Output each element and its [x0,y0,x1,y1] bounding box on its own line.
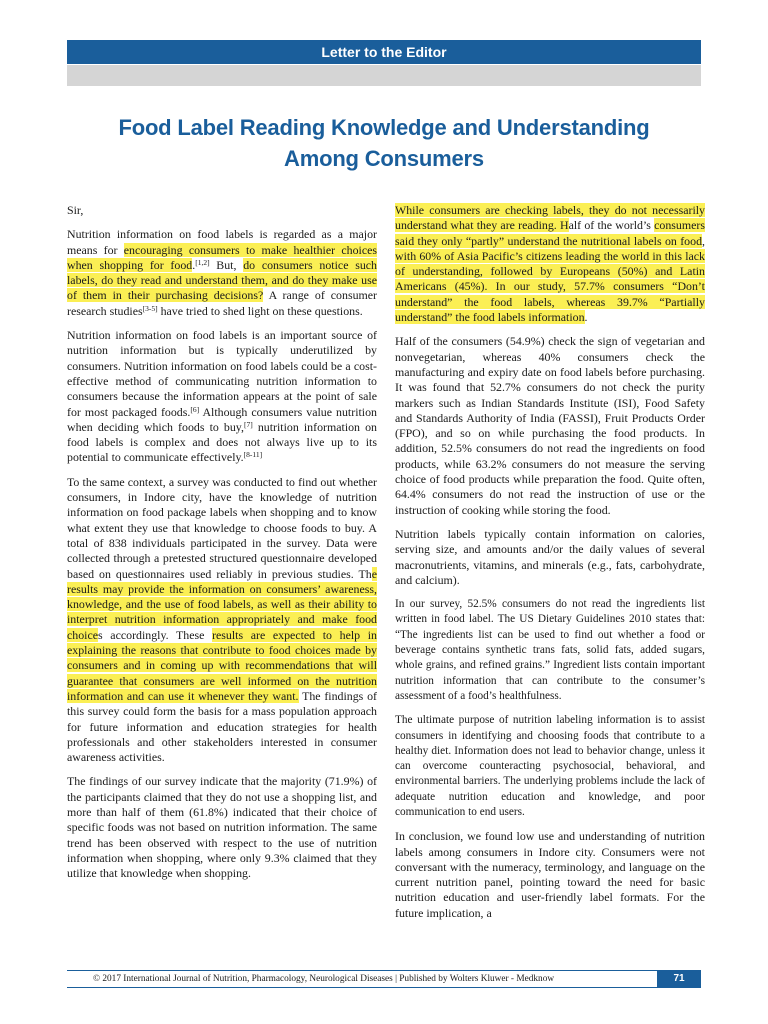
highlighted-text: e results may provide the information on consumers’ awareness, knowledge, and the use of food labels, as well as their ability to interpret nutrition information appropriately and make food choice [67,566,377,642]
citation: [7] [243,419,253,429]
text-run: , [702,233,705,248]
text-run: . [192,257,196,272]
highlighted-text: do consumers notice such labels, do they read and understand them, and do they make use of them in their purchasing decisions? [67,257,377,303]
page-footer [67,970,701,988]
text-run: nutrition information on food labels is complex and does not always live up to its potential to communicate effectively. [67,419,377,465]
right-column [395,203,705,930]
highlighted-text: results are expected to help in explaining the reasons that contribute to food choices made by consumers and in coming up with recommendations that will guarantee that consumers are well informed on the nutrition information and can use it whenever they want. [67,627,377,703]
highlighted-text: consumers said they only “partly” understand the nutritional labels on food [395,218,705,248]
text-run: But, [209,257,244,272]
right-paragraph-3: Nutrition labels typically contain information on calories, serving size, and amounts and/or the daily values of several macronutrients, vitamins, and minerals (e.g., fats, carbohydrate, and calcium). [395,526,705,587]
page-number: 71 [657,971,701,987]
text-run: alf of the world’s [568,218,655,233]
highlighted-text: with 60% of Asia Pacific’s citizens leading the world in this lack of understanding, followed by Europeans (50%) and Latin Americans (45%). In our study, 57.7% consumers “Don’t understand” the food labels, whereas 39.7% “Partially understand” the food labels information [395,248,705,325]
citation: [6] [190,404,200,414]
text-run: Although consumers value nutrition when deciding which foods to buy, [67,404,377,434]
section-banner: Letter to the Editor [67,40,701,64]
text-run: A range of consumer research studies [67,288,377,318]
salutation: Sir, [67,203,84,217]
article-title-line-1: Food Label Reading Knowledge and Understanding [118,115,650,140]
text-run: have tried to shed light on these questions. [157,303,363,318]
left-paragraph-2 [67,328,377,466]
right-paragraph-6: In conclusion, we found low use and understanding of nutrition labels among consumers in Indore city. Consumers were not conversant with the numeracy, terminology, and language on the current nutrition panel, pointing toward the need for basic nutrition education and user-friendly label formats. For the future implication, a [395,829,705,920]
article-title-line-2: Among Consumers [284,146,484,171]
right-paragraph-4: In our survey, 52.5% consumers do not read the ingredients list written in food label. The US Dietary Guidelines 2010 states that: “The ingredients list can be used to find out whether a food or beverage contains synthetic trans fats, solid fats, added sugars, whole grains, and refined grains.” Ingredient lists contain important nutrition information that can contribute to the consumer’s assessment of a food’s healthfulness. [395,598,705,702]
citation: [3-5] [142,303,158,313]
highlighted-text: While consumers are checking labels, they do not necessarily understand what they are reading. H [395,203,705,233]
text-run: Nutrition information on food labels is regarded as a major means for [67,227,377,257]
citation: [8-11] [243,450,263,460]
left-paragraph-4: The findings of our survey indicate that the majority (71.9%) of the participants claimed that they do not use a shopping list, and more than half of them (61.8%) indicated that their choice of specific foods was not based on nutrition information. The same trend has been observed with respect to the use of nutrition information when shopping, where only 9.3% claimed that they utilize that knowledge when shopping. [67,774,377,881]
right-paragraph-2: Half of the consumers (54.9%) check the sign of vegetarian and nonvegetarian, whereas 40% consumers check the manufacturing and expiry date on food labels before purchasing. It was found that 52.7% consumers do not check the purity markers such as Indian Standards Institute (ISI), Food Safety and Standards Authority of India (FASSI), Fruit Products Order (FPO), and so on while purchasing the food products. In addition, 52.5% consumers do not read the ingredients on food products, while 63.2% consumers do not measure the serving choice of food products while preparation the food. Quite often, 64.4% consumers do not read the instruction of use or the instruction of cooking while storing the food. [395,334,705,517]
highlighted-text: encouraging consumers to make healthier choices when shopping for food [67,242,377,272]
text-run: Nutrition information on food labels is an important source of nutrition information but is typically underutilized by consumers. Nutrition information on food labels could be a cost-effective method of communicating nutrition information to consumers because the information appears at the point of sale for most packaged foods. [67,328,377,419]
footer-copyright: © 2017 International Journal of Nutrition, Pharmacology, Neurological Diseases | Published by Wolters Kluwer - Medknow [93,974,555,984]
text-run: The findings of this survey could form the basis for a mass population approach for future information and education strategies for health professionals and other stakeholders interested in consumer awareness activities. [67,688,377,765]
left-paragraph-3 [67,475,377,766]
left-paragraph-1 [67,227,377,319]
text-run: . [584,310,588,325]
article-title [67,112,701,174]
text-run: s accordingly. These [98,627,213,642]
right-paragraph-1 [395,203,705,325]
left-column [67,203,377,890]
header-band [67,65,701,86]
citation: [1,2] [195,257,210,267]
text-run: To the same context, a survey was conducted to find out whether consumers, in Indore city, have the knowledge of nutrition information on food package labels when shopping and to know what extent they use that knowledge to choose foods to buy. A total of 838 individuals participated in the survey. Data were collected through a pretested structured questionnaire developed based on questionnaires used reliably in previous studies. Th [67,474,377,581]
right-paragraph-5: The ultimate purpose of nutrition labeling information is to assist consumers in identifying and choosing foods that contribute to a healthy diet. Information does not lead to behavior change, unless it can overcome counteracting psychosocial, behavioral, and environmental barriers. The underlying problems include the lack of adequate nutrition education and knowledge, and poor communication to end users. [395,714,705,818]
